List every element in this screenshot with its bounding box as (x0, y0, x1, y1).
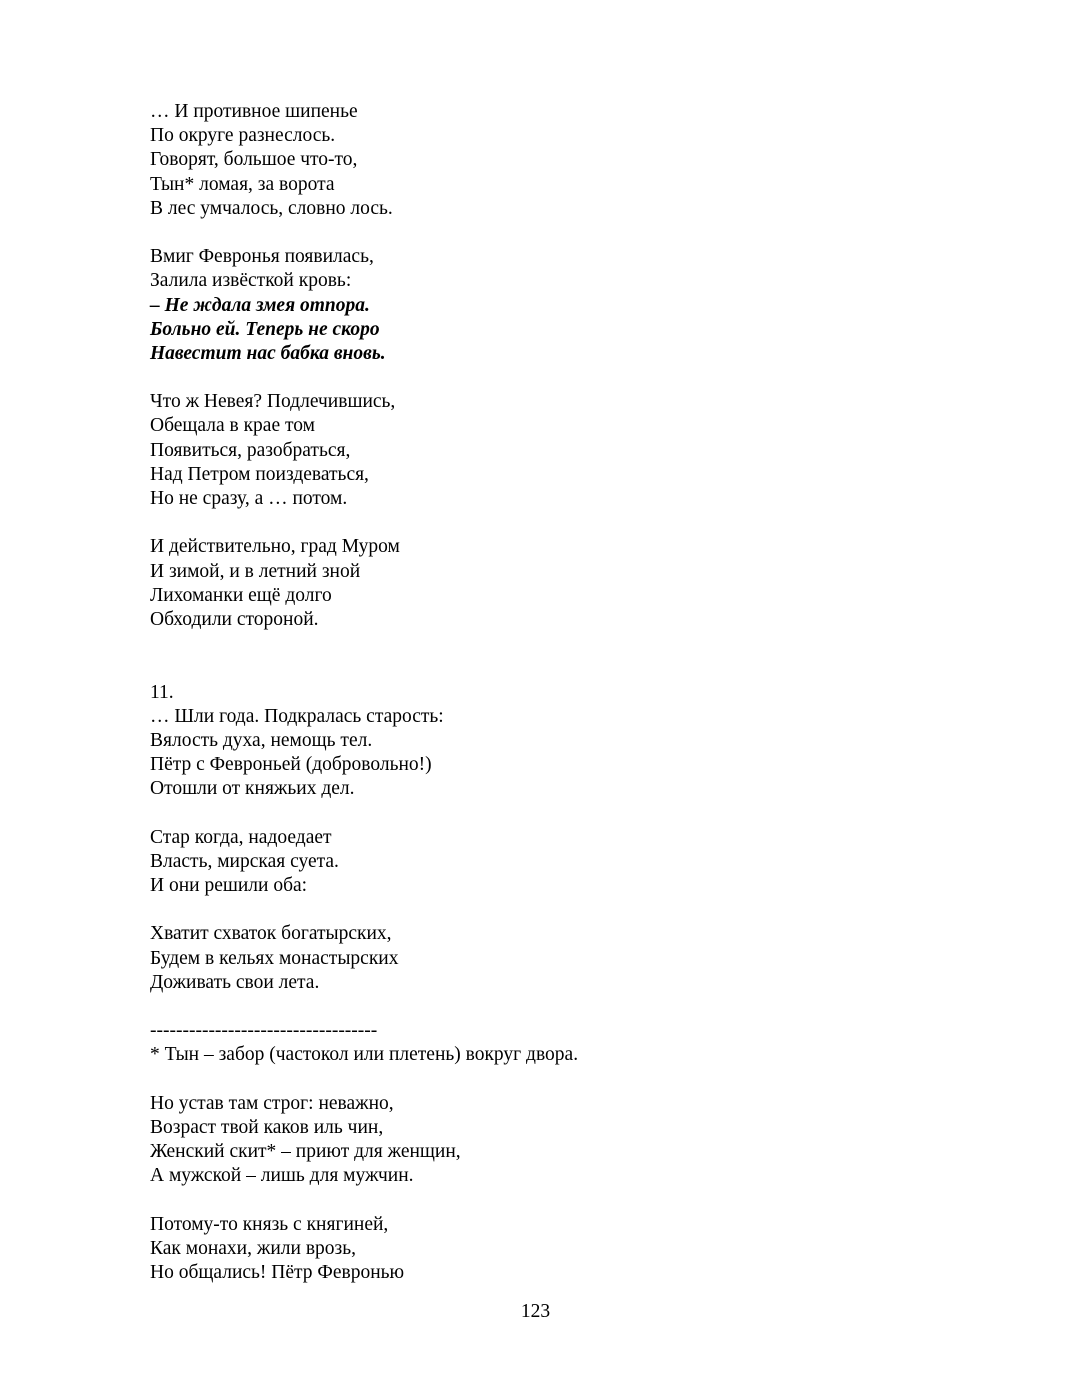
stanza (150, 535, 970, 632)
page-body (150, 100, 970, 1285)
poem-line: Стар когда, надоедает (150, 826, 332, 848)
poem-line: Тын* ломая, за ворота (150, 173, 335, 195)
stanza-gap (150, 1188, 970, 1212)
stanza (150, 826, 970, 899)
poem-line: Залила извёсткой кровь: (150, 270, 352, 292)
stanza (150, 100, 970, 221)
poem-line: И действительно, град Муром (150, 536, 400, 558)
stanza (150, 390, 970, 511)
poem-line: Что ж Невея? Подлечившись, (150, 391, 396, 413)
page-number: 123 (520, 1301, 551, 1322)
stanza-gap (150, 1068, 970, 1092)
section-number: 11. (150, 681, 174, 703)
stanza (150, 705, 970, 802)
stanza-gap (150, 995, 970, 1019)
poem-line: А мужской – лишь для мужчин. (150, 1165, 414, 1187)
poem-line: Появиться, разобраться, (150, 439, 351, 461)
poem-line: Вялость духа, немощь тел. (150, 729, 373, 751)
poem-line: Власть, мирская суета. (150, 850, 339, 872)
poem-line: Говорят, большое что-то, (150, 149, 358, 171)
stanza-gap (150, 366, 970, 390)
stanza (150, 1092, 970, 1189)
poem-line: Но не сразу, а … потом. (150, 488, 348, 509)
stanza (150, 1213, 970, 1286)
poem-line: Будем в кельях монастырских (150, 947, 399, 969)
section-gap (150, 632, 970, 680)
poem-line: … Шли года. Подкралась старость: (150, 705, 444, 727)
poem-line: И они решили оба: (150, 875, 308, 897)
poem-line: В лес умчалось, словно лось. (150, 197, 393, 219)
emphasized-line: Больно ей. Теперь не скоро (150, 318, 380, 340)
poem-line: Лихоманки ещё долго (150, 584, 332, 606)
stanza-gap (150, 221, 970, 245)
footnote-text: * Тын – забор (частокол или плетень) вокруг двора. (150, 1044, 579, 1066)
stanza-gap (150, 511, 970, 535)
footnote-rule: ----------------------------------- (150, 1020, 378, 1042)
emphasized-line: – Не ждала змея отпора. (150, 294, 370, 316)
poem-line: Но общались! Пётр Февронью (150, 1262, 405, 1284)
poem-line: Отошли от княжьих дел. (150, 778, 355, 800)
stanza (150, 922, 970, 995)
poem-line: Возраст твой каков иль чин, (150, 1116, 384, 1138)
poem-line: … И противное шипенье (150, 101, 358, 122)
footnote (150, 1019, 970, 1067)
poem-line: И зимой, и в летний зной (150, 560, 361, 582)
stanza-gap (150, 801, 970, 825)
stanza-gap (150, 898, 970, 922)
poem-line: Пётр с Февроньей (добровольно!) (150, 754, 432, 776)
poem-line: Обходили стороной. (150, 608, 319, 630)
poem-line: Доживать свои лета. (150, 971, 320, 993)
poem-line: Женский скит* – приют для женщин, (150, 1141, 461, 1163)
poem-line: Потому-то князь с княгиней, (150, 1213, 389, 1235)
poem-line: Вмиг Февронья появилась, (150, 246, 374, 268)
poem-line: По округе разнеслось. (150, 125, 336, 147)
stanza (150, 245, 970, 366)
poem-line: Хватит схваток богатырских, (150, 923, 392, 945)
emphasized-line: Навестит нас бабка вновь. (150, 342, 386, 364)
poem-line: Над Петром поиздеваться, (150, 463, 369, 485)
poem-line: Но устав там строг: неважно, (150, 1092, 394, 1114)
poem-line: Обещала в крае том (150, 415, 315, 437)
poem-line: Как монахи, жили врозь, (150, 1237, 356, 1259)
